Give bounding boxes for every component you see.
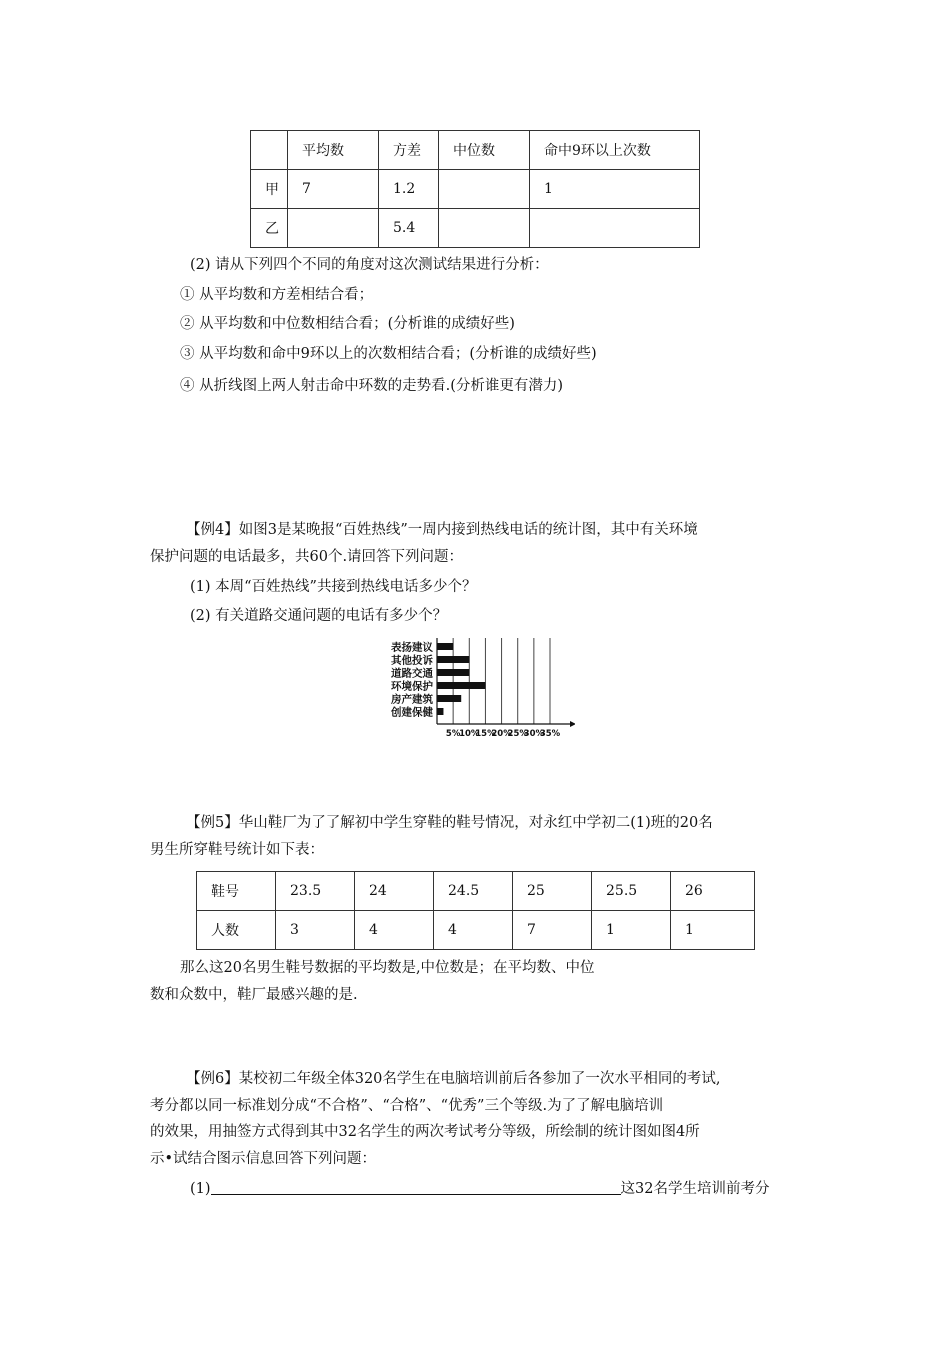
bar xyxy=(437,682,485,689)
table-cell: 26 xyxy=(671,872,755,911)
table-row xyxy=(197,911,755,950)
table-cell: 鞋号 xyxy=(197,872,276,911)
table-header-cell: 平均数 xyxy=(288,131,379,170)
example6-question xyxy=(190,1178,770,1199)
table-cell: 25.5 xyxy=(592,872,671,911)
analysis-item: ① 从平均数和方差相结合看； xyxy=(180,287,374,303)
table-cell: 23.5 xyxy=(276,872,355,911)
table-cell: 5.4 xyxy=(379,209,439,248)
example5-line: 男生所穿鞋号统计如下表： xyxy=(150,842,324,858)
bar xyxy=(437,708,443,715)
example6-line: 【例6】某校初二年级全体320名学生在电脑培训前后各参加了一次水平相同的考试, xyxy=(186,1071,721,1087)
analysis-item: ③ 从平均数和命中9环以上的次数相结合看；(分析谁的成绩好些) xyxy=(180,346,597,362)
table-cell: 甲 xyxy=(251,170,288,209)
bar xyxy=(437,669,469,676)
example4-question: (2) 有关道路交通问题的电话有多少个？ xyxy=(190,608,448,624)
table-header-cell: 中位数 xyxy=(439,131,530,170)
table-cell xyxy=(288,209,379,248)
table-row xyxy=(251,170,700,209)
table-cell: 1 xyxy=(530,170,700,209)
table-cell: 4 xyxy=(355,911,434,950)
category-label: 创建保健 xyxy=(391,706,433,719)
shooting-stats-table xyxy=(250,130,700,248)
example4-question: (1) 本周“百姓热线”共接到热线电话多少个？ xyxy=(190,579,477,595)
table-cell: 人数 xyxy=(197,911,276,950)
tick-label: 15% xyxy=(475,729,496,739)
analysis-item: ④ 从折线图上两人射击命中环数的走势看.(分析谁更有潜力) xyxy=(180,378,564,394)
analysis-intro: (2) 请从下列四个不同的角度对这次测试结果进行分析： xyxy=(190,257,549,273)
category-label: 环境保护 xyxy=(391,680,433,693)
question-text: 这32名学生培训前考分 xyxy=(620,1181,770,1197)
answer-blank[interactable] xyxy=(211,1178,621,1195)
table-cell: 7 xyxy=(288,170,379,209)
table-cell: 1 xyxy=(671,911,755,950)
table-cell xyxy=(251,131,288,170)
table-cell: 7 xyxy=(513,911,592,950)
tick-label: 30% xyxy=(523,729,545,739)
category-label: 表扬建议 xyxy=(391,641,433,654)
example5-line: 那么这20名男生鞋号数据的平均数是,中位数是；在平均数、中位 xyxy=(180,960,595,976)
table-cell: 1.2 xyxy=(379,170,439,209)
example6-line: 的效果，用抽签方式得到其中32名学生的两次考试考分等级，所绘制的统计图如图4所 xyxy=(150,1124,700,1140)
tick-label: 20% xyxy=(491,729,512,739)
table-cell: 乙 xyxy=(251,209,288,248)
table-row xyxy=(197,872,755,911)
table-cell xyxy=(439,209,530,248)
table-header-cell: 方差 xyxy=(379,131,439,170)
bar xyxy=(437,643,453,650)
table-cell: 25 xyxy=(513,872,592,911)
example6-line: 示•试结合图示信息回答下列问题： xyxy=(150,1151,377,1167)
table-cell xyxy=(439,170,530,209)
bar xyxy=(437,656,469,663)
question-number: (1) xyxy=(190,1181,211,1197)
example4-line: 保护问题的电话最多，共60个.请回答下列问题： xyxy=(150,549,464,565)
tick-label: 10% xyxy=(459,729,480,739)
tick-label: 25% xyxy=(507,729,528,739)
table-cell: 24.5 xyxy=(434,872,513,911)
table-cell: 1 xyxy=(592,911,671,950)
tick-label: 5% xyxy=(445,729,461,739)
example4-line: 【例4】如图3是某晚报“百姓热线”一周内接到热线电话的统计图，其中有关环境 xyxy=(186,522,698,538)
category-label: 道路交通 xyxy=(391,667,433,680)
table-cell: 24 xyxy=(355,872,434,911)
table-header-cell: 命中9环以上次数 xyxy=(530,131,700,170)
example5-line: 数和众数中，鞋厂最感兴趣的是. xyxy=(150,987,358,1003)
category-label: 其他投诉 xyxy=(391,654,433,667)
bar xyxy=(437,695,461,702)
hotline-bar-chart xyxy=(375,635,575,747)
x-axis-arrow xyxy=(570,721,575,727)
category-label: 房产建筑 xyxy=(391,693,433,706)
table-row xyxy=(251,209,700,248)
table-cell xyxy=(530,209,700,248)
table-row xyxy=(251,131,700,170)
tick-label: 35% xyxy=(539,729,561,739)
analysis-item: ② 从平均数和中位数相结合看；(分析谁的成绩好些) xyxy=(180,316,515,332)
table-cell: 3 xyxy=(276,911,355,950)
table-cell: 4 xyxy=(434,911,513,950)
example6-line: 考分都以同一标准划分成“不合格”、“合格”、“优秀”三个等级.为了了解电脑培训 xyxy=(150,1098,664,1114)
shoe-size-table xyxy=(196,871,755,950)
example5-line: 【例5】华山鞋厂为了了解初中学生穿鞋的鞋号情况，对永红中学初二(1)班的20名 xyxy=(186,815,713,831)
